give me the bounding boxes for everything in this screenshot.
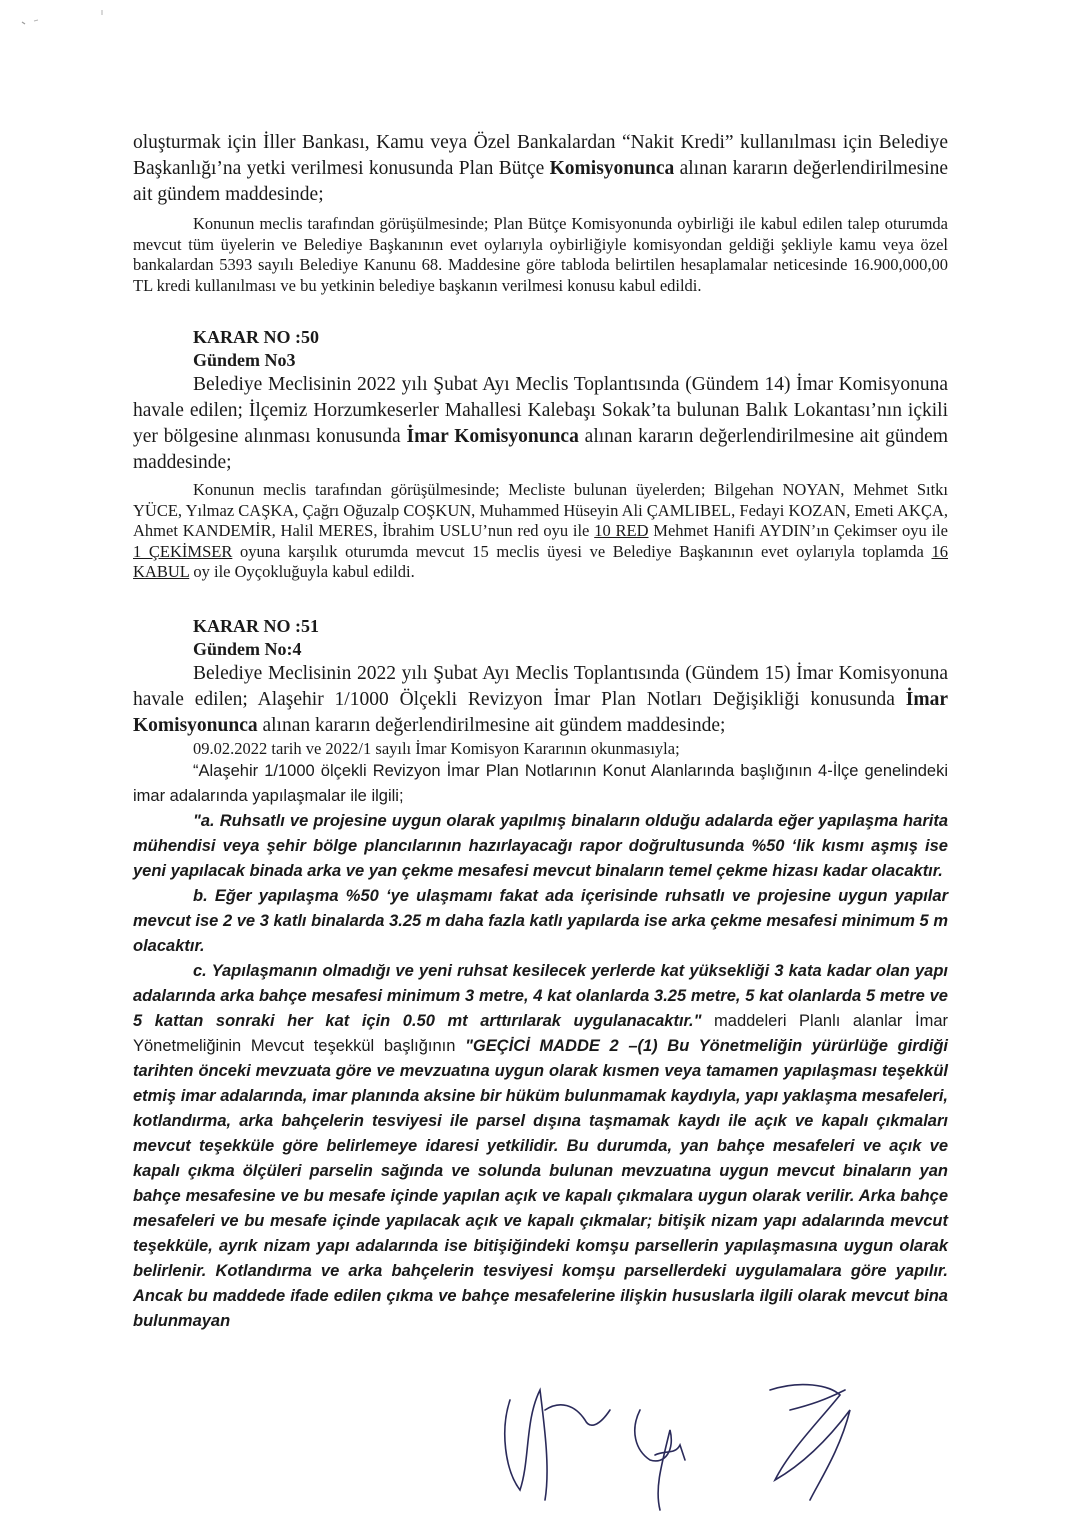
- karar-50-dec-text-2: Mehmet Hanifi AYDIN’ın Çekimser oyu ile: [648, 521, 949, 540]
- karar-51-desc-bold: İmar Komisyonunca: [133, 688, 948, 736]
- karar-51-reading: 09.02.2022 tarih ve 2022/1 sayılı İmar Komisyon Kararının okunmasıyla;: [193, 738, 680, 758]
- kabul-count: 16 KABUL: [133, 541, 948, 581]
- gecici-madde: "GEÇİCİ MADDE 2 –(1) Bu Yönetmeliğin yürürlüğe girdiği tarihten önceki mevzuata göre ve mevzuatına uygun olarak kısmen veya tamamen yapılaşması teşekkül etmiş imar adalarında, imar planında aksine bir hüküm bulunmamak kaydıyla, yapı yaklaşma mesafeleri, kotlandırma, arka bahçelerin tesviyesi ile parsel dışına taşmamak kaydı ile açık ve kapalı çıkmaları mevcut teşekküle göre belirlemeye idaresi yetkilidir. Bu durumda, yan bahçe mesafeleri ve açık ve kapalı çıkma ölçüleri parselin sağında ve solunda bulunan mevzuatına uygun mevcut binaların yan bahçe mesafesine ve bu mesafe içinde yapılan açık ve kapalı çıkmalara uygun olarak verilir. Arka bahçe mesafeleri ve bu mesafe içinde yapılacak açık ve kapalı çıkmalar; bitişik nizam yapı adalarında mevcut teşekküle, ayrık nizam yapı adalarında ise bitişiğindeki komşu parsellerin yapılaşmasına uygun olarak belirlenir. Kotlandırma ve arka bahçelerin tesviyesi komşu parsellerdeki uygulamalara göre yapılır. Ancak bu maddede ifade edilen çıkma ve bahçe mesafelerine ilişkin hususlarla ilgili olarak mevcut bina bulunmayan: [133, 1037, 949, 1330]
- intro-decision: Konunun meclis tarafından görüşülmesinde; Plan Bütçe Komisyonunda oybirliği ile kabul edilen talep oturumda mevcut tüm üyelerin ve Belediye Başkanının evet oylarıyla oybirliğiyle komisyondan geldiği şekliyle kamu veya özel bankalardan 5393 sayılı Belediye Kanunu 68. Maddesine göre tabloda belirtilen hesaplamalar neticesinde 16.900,000,00 TL kredi kullanılması ve bu yetkinin belediye başkanın verilmesi konusu kabul edildi.: [133, 214, 948, 295]
- karar-51-desc-text-2: alınan kararın değerlendirilmesine ait gündem maddesinde;: [257, 714, 726, 736]
- intro-text-2: alınan kararın değerlendirilmesine ait gündem maddesinde;: [133, 158, 949, 205]
- karar-50-title: KARAR NO :50: [193, 327, 319, 347]
- item-c: c. Yapılaşmanın olmadığı ve yeni ruhsat kesilecek yerlerde kat yüksekliği 3 kata kadar olan yapı adalarında arka bahçe mesafesi minimum 3 metre, 4 kat olanlarda 3.25 metre, 5 kat olanlarda 5 metre ve 5 kattan sonraki her kat için 0.50 mt arttırılarak uygulanacaktır.": [133, 962, 948, 1030]
- scan-specks: [20, 8, 110, 28]
- karar-50-desc-bold: İmar Komisyonunca: [406, 426, 579, 447]
- cekimser-count: 1 ÇEKİMSER: [133, 541, 233, 561]
- karar-50-dec-text-3: oyuna karşılık oturumda mevcut 15 meclis üyesi ve Belediye Başkanının evet oylarıyla toplamda: [232, 541, 932, 561]
- intro-text-1: oluşturmak için İller Bankası, Kamu veya Özel Bankalardan “Nakit Kredi” kullanılması için Belediye Başkanlığı’na yetki verilmesi konusunda Plan Bütçe: [133, 132, 948, 179]
- intro-paragraph: [133, 130, 948, 208]
- item-c-tail: maddeleri Planlı alanlar İmar Yönetmeliğinin Mevcut teşekkül başlığının: [133, 1012, 948, 1055]
- karar-51-title: KARAR NO :51: [193, 615, 319, 636]
- karar-51-desc-text: Belediye Meclisinin 2022 yılı Şubat Ayı Meclis Toplantısında (Gündem 15) İmar Komisyonuna havale edilen; Alaşehir 1/1000 Ölçekli Revizyon İmar Plan Notları Değişikliği konusunda: [133, 662, 948, 710]
- karar-50-description: [133, 372, 948, 476]
- karar-51-description: [133, 661, 948, 739]
- karar-51-gundem: Gündem No:4: [193, 638, 302, 659]
- karar-50-decision: [133, 480, 948, 583]
- karar-50-dec-text-4: oy ile Oyçokluğuyla kabul edildi.: [189, 562, 415, 581]
- karar-50-gundem: Gündem No3: [193, 350, 296, 370]
- karar-50-dec-text: Konunun meclis tarafından görüşülmesinde; Mecliste bulunan üyelerden; Bilgehan NOYAN, Mehmet Sıtkı YÜCE, Yılmaz CAŞKA, Çağrı Oğuzalp COŞKUN, Muhammed Hüseyin Ali ÇAMLIBEL, Fedayi KOZAN, Emeti AKÇA, Ahmet KANDEMİR, Halil MERES, İbrahim USLU’nun red oyu ile: [133, 480, 948, 540]
- karar-51-quote-intro: “Alaşehir 1/1000 ölçekli Revizyon İmar Plan Notlarının Konut Alanlarında başlığının 4-İlçe genelindeki imar adalarında yapılaşmalar ile ilgili;: [133, 762, 948, 805]
- signatures: [490, 1370, 890, 1520]
- karar-50-desc-text-2: alınan kararın değerlendirilmesine ait gündem maddesinde;: [133, 426, 949, 473]
- document-page: [133, 130, 948, 1334]
- karar-50-desc-text: Belediye Meclisinin 2022 yılı Şubat Ayı Meclis Toplantısında (Gündem 14) İmar Komisyonuna havale edilen; İlçemiz Horzumkeserler Mahallesi Kalebaşı Sokak’ta bulunan Balık Lokantası’nın içkili yer bölgesine alınması konusunda: [133, 374, 948, 447]
- item-a: "a. Ruhsatlı ve projesine uygun olarak yapılmış binaların olduğu adalarda eğer yapılaşma harita mühendisi veya şehir bölge plancılarının hazırlayacağı rapor doğrultusunda %50 ‘lik kısmı aşmış ise yeni yapılacak binada arka ve yan çekme mesafesi mevcut binaların temel çekme hizası kadar olacaktır.: [133, 812, 948, 880]
- item-c-paragraph: [133, 959, 948, 1334]
- intro-bold: Komisyonunca: [549, 158, 675, 179]
- item-b: b. Eğer yapılaşma %50 ‘ye ulaşmamı fakat ada içerisinde ruhsatlı ve projesine uygun yapılar mevcut ise 2 ve 3 katlı binalarda 3.25 m daha fazla katlı yapılarda ise arka çekme mesafesi minimum 5 m olacaktır.: [133, 887, 948, 955]
- red-count: 10 RED: [594, 521, 649, 540]
